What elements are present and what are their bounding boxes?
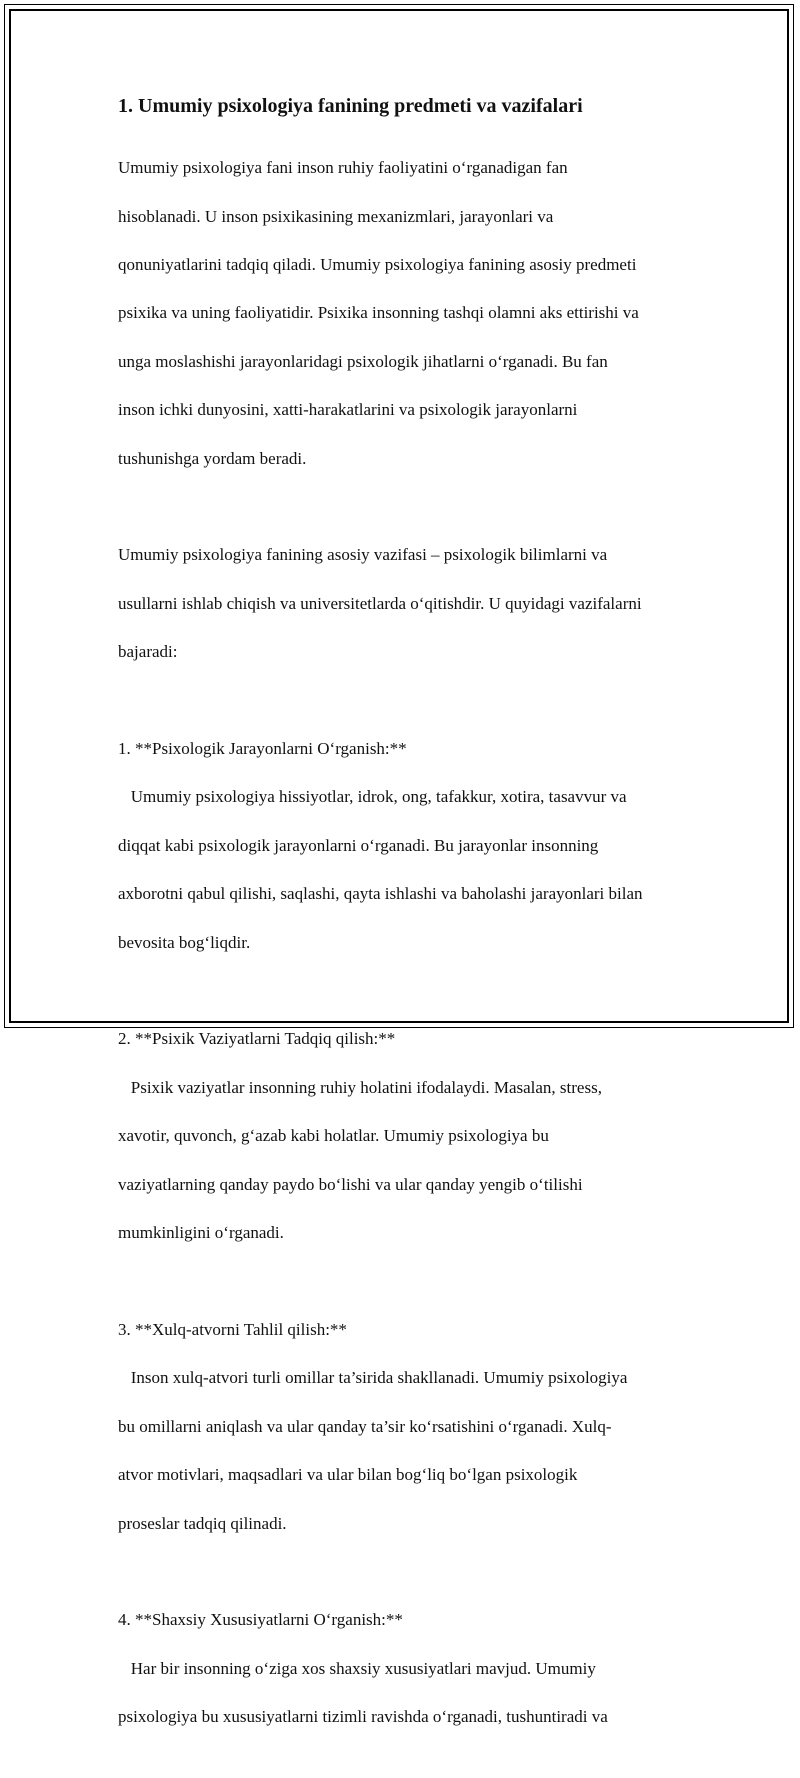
list-item-title: 4. **Shaxsiy Xususiyatlarni O‘rganish:**: [118, 1610, 403, 1630]
text-line: inson ichki dunyosini, xatti-harakatlarini va psixologik jarayonlarni: [118, 400, 578, 420]
paragraph-intro: [118, 132, 698, 495]
text-line: vaziyatlarning qanday paydo bo‘lishi va ular qanday yengib o‘tilishi: [118, 1174, 583, 1194]
text-line: psixika va uning faoliyatidir. Psixika insonning tashqi olamni aks ettirishi va: [118, 303, 639, 323]
text-line: diqqat kabi psixologik jarayonlarni o‘rganadi. Bu jarayonlar insonning: [118, 835, 599, 855]
text-line: bajaradi:: [118, 642, 178, 662]
text-line: mumkinligini o‘rganadi.: [118, 1223, 284, 1243]
text-line: proseslar tadqiq qilinadi.: [118, 1513, 287, 1533]
list-item-title: 2. **Psixik Vaziyatlarni Tadqiq qilish:**: [118, 1029, 396, 1049]
text-line: Inson xulq-atvori turli omillar ta’sirida shakllanadi. Umumiy psixologiya: [118, 1368, 628, 1388]
text-line: bevosita bog‘liqdir.: [118, 932, 251, 952]
text-line: Umumiy psixologiya hissiyotlar, idrok, ong, tafakkur, xotira, tasavvur va: [118, 787, 627, 807]
list-item-2: [118, 1003, 698, 1269]
section-heading: 1. Umumiy psixologiya fanining predmeti va vazifalari: [118, 95, 583, 117]
text-line: Umumiy psixologiya fanining asosiy vazifasi – psixologik bilimlarni va: [118, 545, 608, 565]
text-line: Psixik vaziyatlar insonning ruhiy holatini ifodalaydi. Masalan, stress,: [118, 1077, 602, 1097]
text-line: atvor motivlari, maqsadlari va ular bilan bog‘liq bo‘lgan psixologik: [118, 1465, 578, 1485]
list-item-3: [118, 1294, 698, 1560]
list-item-4: [118, 1584, 698, 1753]
paragraph-tasks-intro: [118, 519, 698, 688]
text-line: psixologiya bu xususiyatlarni tizimli ravishda o‘rganadi, tushuntiradi va: [118, 1707, 608, 1727]
list-item-title: 3. **Xulq-atvorni Tahlil qilish:**: [118, 1319, 347, 1339]
list-item-1: [118, 713, 698, 979]
text-line: Har bir insonning o‘ziga xos shaxsiy xususiyatlari mavjud. Umumiy: [118, 1658, 596, 1678]
text-line: axborotni qabul qilishi, saqlashi, qayta ishlashi va baholashi jarayonlari bilan: [118, 884, 643, 904]
document-body: [118, 92, 698, 1778]
text-line: unga moslashishi jarayonlaridagi psixologik jihatlarni o‘rganadi. Bu fan: [118, 351, 608, 371]
text-line: qonuniyatlarini tadqiq qiladi. Umumiy psixologiya fanining asosiy predmeti: [118, 255, 637, 275]
text-line: Umumiy psixologiya fani inson ruhiy faoliyatini o‘rganadigan fan: [118, 158, 568, 178]
text-line: xavotir, quvonch, g‘azab kabi holatlar. Umumiy psixologiya bu: [118, 1126, 549, 1146]
list-item-title: 1. **Psixologik Jarayonlarni O‘rganish:**: [118, 739, 407, 759]
text-line: tushunishga yordam beradi.: [118, 448, 307, 468]
text-line: bu omillarni aniqlash va ular qanday ta’sir ko‘rsatishini o‘rganadi. Xulq-: [118, 1416, 612, 1436]
text-line: hisoblanadi. U inson psixikasining mexanizmlari, jarayonlari va: [118, 206, 554, 226]
text-line: usullarni ishlab chiqish va universitetlarda o‘qitishdir. U quyidagi vazifalarni: [118, 593, 642, 613]
